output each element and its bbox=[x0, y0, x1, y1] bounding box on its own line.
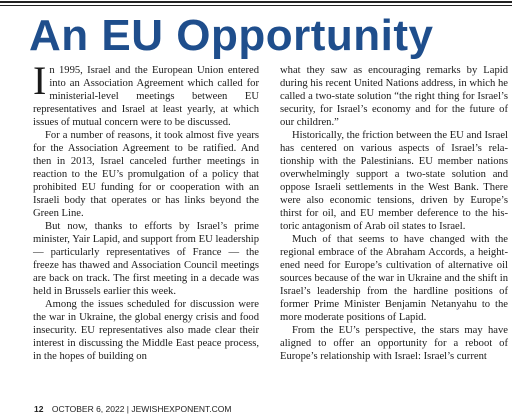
page-footer bbox=[34, 404, 232, 414]
top-rule-thick bbox=[0, 1, 512, 3]
right-paragraph-1: what they saw as encouraging remarks by Lapid during his recent United Nations address, in which he called a two-state solution “the right thing for Israel’s security, for Israel’s economy and for the future of our children.” bbox=[280, 65, 508, 128]
left-paragraph-3: But now, thanks to efforts by Israel’s prime minister, Yair Lapid, and support from EU leadership — particularly representatives of France — the freeze has thawed and Association Council meetings are back on track. The first meeting in a decade was held in Brussels earlier this week. bbox=[33, 221, 259, 297]
right-paragraph-2: Historically, the friction between the EU and Israel has centered on various aspects of Israel’s relationship with the Palestinians. EU member nations overwhelmingly support a two-state solution and oppose Israeli settlements in the West Bank. There were also economic tensions, driven by Europe’s thirst for oil, and EU member deference to the historic antagonism of Arab oil states to Israel. bbox=[280, 130, 508, 232]
left-paragraph-2: For a number of reasons, it took almost five years for the Association Agreement to be ratified. And then in 2013, Israel canceled further meetings in reaction to the EU’s promulgation of a policy that prohibited EU funding for or cooperation with an Israeli body that operates or has links beyond the Green Line. bbox=[33, 130, 259, 219]
footer-date-site: OCTOBER 6, 2022 | JEWISHEXPONENT.COM bbox=[51, 404, 232, 414]
top-rule bbox=[0, 0, 512, 9]
left-paragraph-1-text: n 1995, Israel and the European Union entered into an Association Agreement which called for ministerial-level meetings between EU representatives and Israel at least yearly, at which issues of mutual concern were to be discussed. bbox=[33, 65, 259, 128]
left-column bbox=[33, 58, 259, 363]
right-paragraph-3: Much of that seems to have changed with the regional embrace of the Abraham Accords, a heightened need for Europe’s cultivation of alternative oil sources because of the war in Ukraine and the shift in Israel’s leadership from the hardline positions of former Prime Minister Benjamin Netanyahu to the more moderate positions of Lapid. bbox=[280, 234, 508, 323]
left-paragraph-1 bbox=[33, 58, 259, 129]
top-rule-thin bbox=[0, 5, 512, 6]
page-number: 12 bbox=[34, 404, 44, 414]
left-paragraph-4: Among the issues scheduled for discussion were the war in Ukraine, the global energy crisis and food insecurity. EU representatives also made clear their interest in discussing the Middle East peace process, in the hopes of building on bbox=[33, 299, 259, 362]
drop-cap: I bbox=[33, 58, 47, 103]
headline: An EU Opportunity bbox=[29, 11, 434, 60]
right-column bbox=[280, 64, 508, 363]
right-paragraph-4: From the EU’s perspective, the stars may have aligned to offer an opportunity for a reboot of Europe’s relationship with Israel: Israel’s current bbox=[280, 325, 508, 362]
